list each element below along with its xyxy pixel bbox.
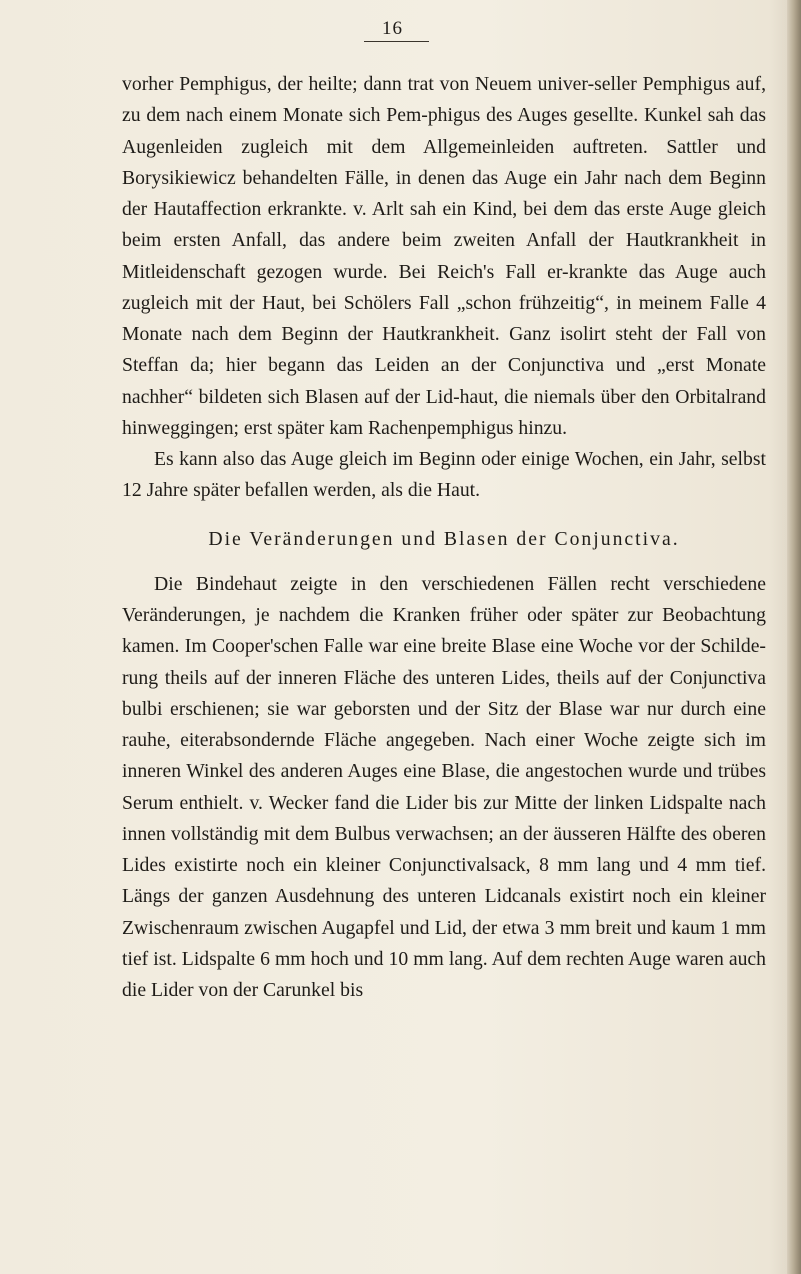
section-heading: Die Veränderungen und Blasen der Conjunctiva. <box>208 527 680 550</box>
page-number <box>0 18 801 42</box>
body-text <box>122 69 766 1006</box>
page-number-text: 16 <box>364 18 429 42</box>
paragraph-2: Es kann also das Auge gleich im Beginn oder einige Wochen, ein Jahr, selbst 12 Jahre später befallen werden, als die Haut. <box>122 448 766 502</box>
page-edge <box>787 0 801 1274</box>
paragraph-3: Die Bindehaut zeigte in den verschiedenen Fällen recht verschiedene Veränderungen, je nachdem die Kranken früher oder später zur Beobachtung kamen. Im Cooper'schen Falle war eine breite Blase eine Woche vor der Schilde-rung theils auf der inneren Fläche des unteren Lides, theils auf der Conjunctiva bulbi erschienen; sie war geborsten und der Sitz der Blase war nur durch eine rauhe, eiterabsondernde Fläche angegeben. Nach einer Woche zeigte sich im inneren Winkel des anderen Auges eine Blase, die angestochen wurde und trübes Serum enthielt. v. Wecker fand die Lider bis zur Mitte der linken Lidspalte nach innen vollständig mit dem Bulbus verwachsen; an der äusseren Hälfte des oberen Lides existirte noch ein kleiner Conjunctivalsack, 8 mm lang und 4 mm tief. Längs der ganzen Ausdehnung des unteren Lidcanals existirt noch ein kleiner Zwischenraum zwischen Augapfel und Lid, der etwa 3 mm breit und kaum 1 mm tief ist. Lidspalte 6 mm hoch und 10 mm lang. Auf dem rechten Auge waren auch die Lider von der Carunkel bis <box>122 572 766 1001</box>
paragraph-1: vorher Pemphigus, der heilte; dann trat von Neuem univer-seller Pemphigus auf, zu dem nach einem Monate sich Pem-phigus des Auges gesellte. Kunkel sah das Augenleiden zugleich mit dem Allgemeinleiden auftreten. Sattler und Borysikiewicz behandelten Fälle, in denen das Auge ein Jahr nach dem Beginn der Hautaffection erkrankte. v. Arlt sah ein Kind, bei dem das erste Auge gleich beim ersten Anfall, das andere beim zweiten Anfall der Hautkrankheit in Mitleidenschaft gezogen wurde. Bei Reich's Fall er-krankte das Auge auch zugleich mit der Haut, bei Schölers Fall „schon frühzeitig“, in meinem Falle 4 Monate nach dem Beginn der Hautkrankheit. Ganz isolirt steht der Fall von Steffan da; hier begann das Leiden an der Conjunctiva und „erst Monate nachher“ bildeten sich Blasen auf der Lid-haut, die niemals über den Orbitalrand hinweggingen; erst später kam Rachenpemphigus hinzu. <box>122 73 766 439</box>
